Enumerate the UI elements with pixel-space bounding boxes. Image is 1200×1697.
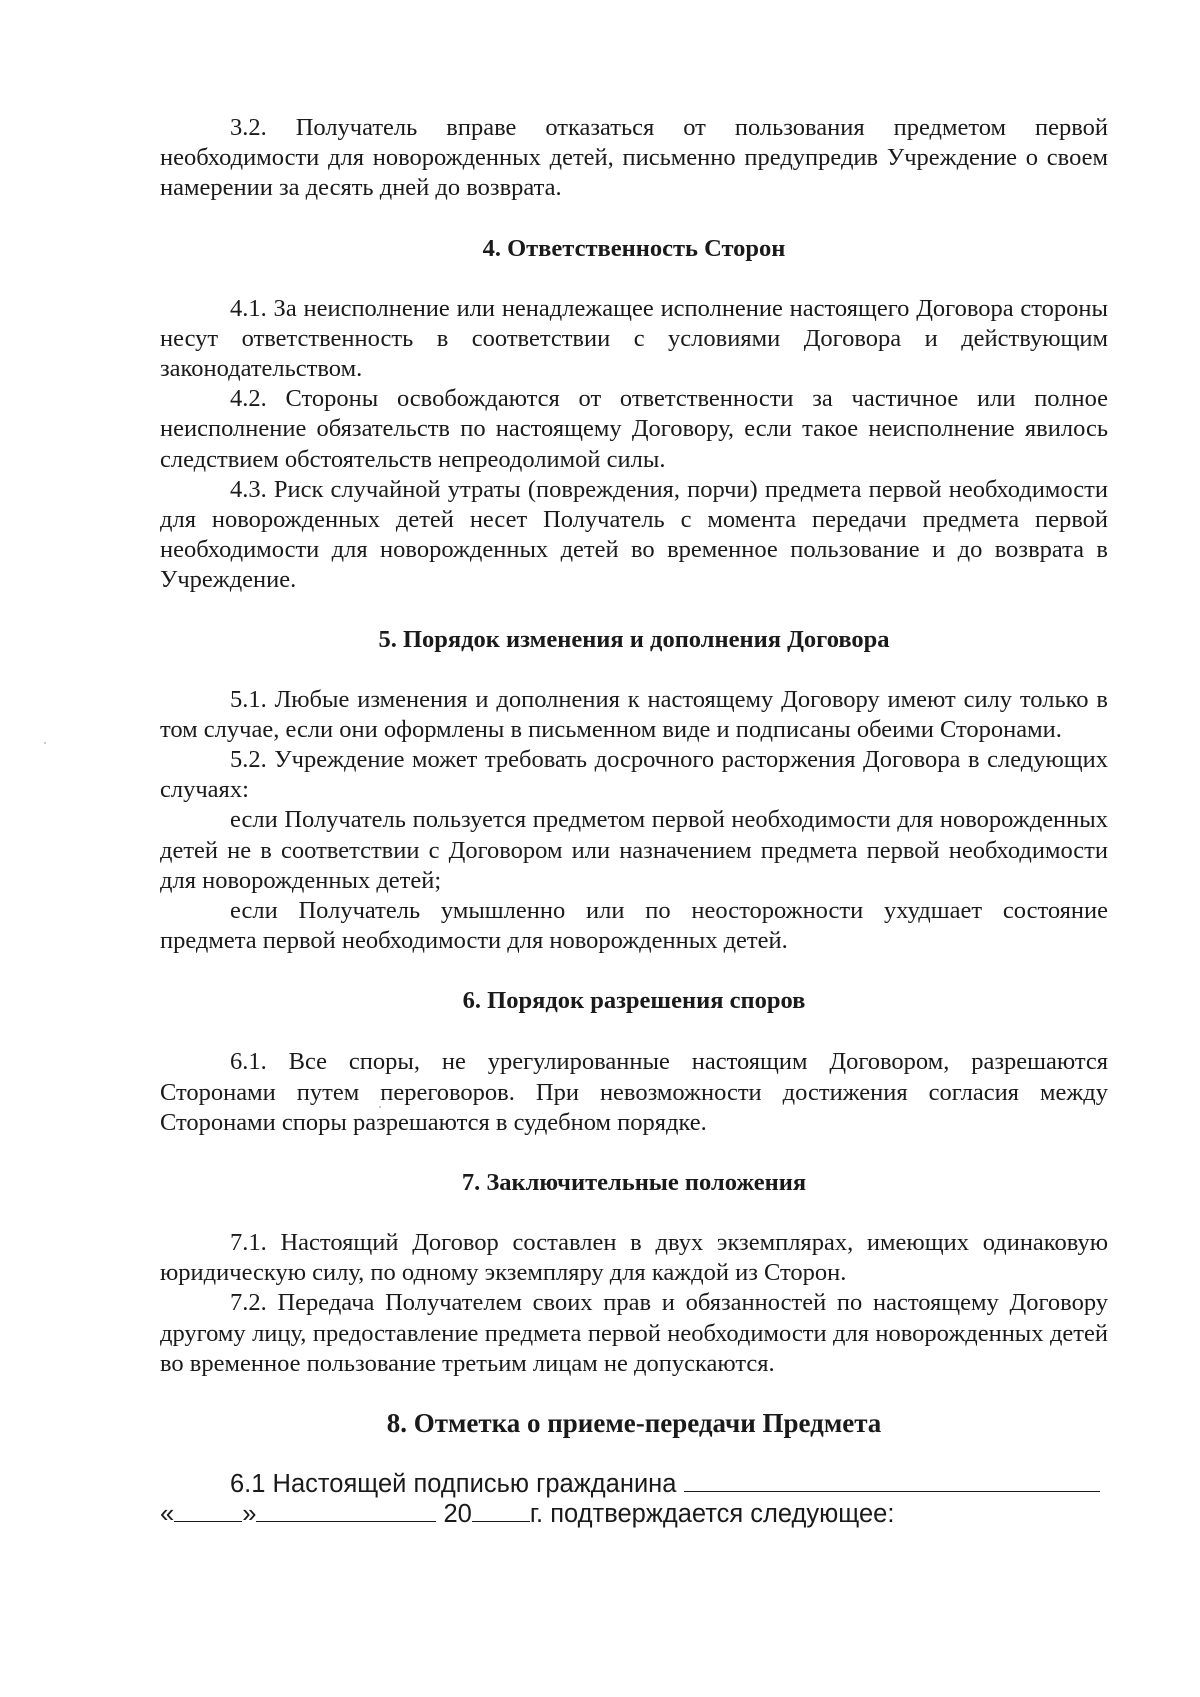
- clause-5-1: 5.1. Любые изменения и дополнения к настоящему Договору имеют силу только в том случае, если они оформлены в письменном виде и подписаны обеими Сторонами.: [160, 685, 1108, 743]
- clause-5-2-case-1: если Получатель пользуется предметом первой необходимости для новорожденных детей не в соответствии с Договором или назначением предмета первой необходимости для новорожденных детей;: [160, 806, 1108, 894]
- scan-speck: [379, 1106, 381, 1108]
- signature-line-1: [160, 1469, 1108, 1499]
- day-blank[interactable]: [174, 1499, 242, 1522]
- section-5-title: 5. Порядок изменения и дополнения Договора: [378, 625, 890, 653]
- signature-block: [160, 1469, 1108, 1529]
- clause-4-2: 4.2. Стороны освобождаются от ответственности за частичное или полное неисполнение обязательств по настоящему Договору, если такое неисполнение явилось следствием обстоятельств непреодолимой силы.: [160, 385, 1108, 473]
- signature-intro-text: 6.1 Настоящей подписью гражданина: [230, 1470, 677, 1499]
- scan-speck: [44, 742, 46, 744]
- clause-4-3: 4.3. Риск случайной утраты (повреждения, порчи) предмета первой необходимости для новорожденных детей несет Получатель с момента передачи предмета первой необходимости для новорожденных детей во временное пользование и до возврата в Учреждение.: [160, 475, 1108, 594]
- clause-4-1: 4.1. За неисполнение или ненадлежащее исполнение настоящего Договора стороны несут ответственность в соответствии с условиями Договора и действующим законодательством.: [160, 294, 1108, 383]
- clause-6-1: 6.1. Все споры, не урегулированные настоящим Договором, разрешаются Сторонами путем переговоров. При невозможности достижения согласия между Сторонами споры разрешаются в судебном порядке.: [160, 1048, 1108, 1136]
- open-quote: «: [160, 1500, 175, 1529]
- citizen-name-blank[interactable]: [684, 1469, 1100, 1492]
- year-blank[interactable]: [472, 1499, 530, 1522]
- clause-7-1: 7.1. Настоящий Договор составлен в двух экземплярах, имеющих одинаковую юридическую силу, по одному экземпляру для каждой из Сторон.: [160, 1229, 1108, 1287]
- month-blank[interactable]: [256, 1499, 436, 1522]
- section-8-title: 8. Отметка о приеме-передачи Предмета: [386, 1408, 882, 1439]
- year-prefix: 20: [443, 1500, 472, 1529]
- section-4-title: 4. Ответственность Сторон: [482, 234, 786, 262]
- signature-line-2: [160, 1499, 1108, 1529]
- section-7-title: 7. Заключительные положения: [461, 1169, 807, 1197]
- clause-5-2: 5.2. Учреждение может требовать досрочного расторжения Договора в следующих случаях:: [160, 746, 1108, 804]
- document-body: [160, 113, 1108, 1530]
- clause-5-2-case-2: если Получатель умышленно или по неосторожности ухудшает состояние предмета первой необходимости для новорожденных детей.: [160, 897, 1108, 955]
- clause-7-2: 7.2. Передача Получателем своих прав и обязанностей по настоящему Договору другому лицу, предоставление предмета первой необходимости для новорожденных детей во временное пользование третьим лицам не допускаются.: [160, 1289, 1108, 1377]
- close-quote: »: [242, 1500, 257, 1529]
- section-6-title: 6. Порядок разрешения споров: [462, 987, 806, 1015]
- clause-3-2: 3.2. Получатель вправе отказаться от пользования предметом первой необходимости для новорожденных детей, письменно предупредив Учреждение о своем намерении за десять дней до возврата.: [160, 114, 1108, 202]
- confirmation-text: г. подтверждается следующее:: [529, 1500, 895, 1529]
